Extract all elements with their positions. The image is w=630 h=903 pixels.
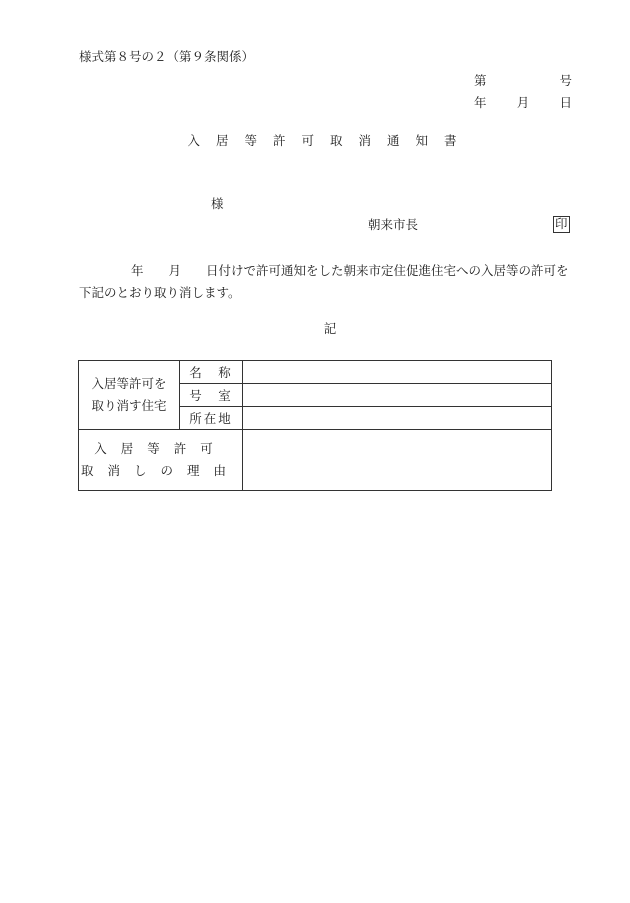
issuer-name: 朝来市長 — [368, 217, 419, 232]
document-title: 入居等許可取消通知書 — [187, 133, 473, 148]
reason-value[interactable] — [243, 430, 552, 491]
reason-label-line2: 取消しの理由 — [80, 463, 240, 478]
date-day-label: 日 — [559, 95, 572, 110]
address-value[interactable] — [243, 407, 552, 430]
note-label: 記 — [323, 321, 337, 336]
date-year-label: 年 — [474, 95, 487, 110]
details-table — [78, 360, 552, 491]
name-value[interactable] — [243, 361, 552, 384]
name-label: 名 称 — [180, 361, 243, 384]
addressee-suffix: 様 — [211, 196, 224, 211]
body-text: 年 月 日付けで許可通知をした朝来市定住促進住宅への入居等の許可を下記のとおり取り消します。 — [79, 263, 569, 300]
housing-label-line2: 取り消す住宅 — [91, 398, 167, 413]
reason-label-line1: 入居等許可 — [94, 441, 227, 456]
number-label-dai: 第 — [474, 73, 487, 88]
housing-label-cell — [79, 361, 180, 430]
form-number: 様式第８号の２（第９条関係） — [79, 49, 255, 64]
table-row — [79, 430, 552, 491]
address-label: 所在地 — [180, 407, 243, 430]
reason-label-cell — [79, 430, 243, 491]
table-row — [79, 361, 552, 384]
document-date — [474, 93, 572, 111]
document-number — [474, 71, 572, 89]
number-label-go: 号 — [559, 73, 572, 88]
date-month-label: 月 — [516, 95, 530, 110]
room-value[interactable] — [243, 384, 552, 407]
housing-label-line1: 入居等許可を — [91, 376, 167, 391]
room-label: 号 室 — [180, 384, 243, 407]
seal-mark: 印 — [555, 216, 568, 231]
